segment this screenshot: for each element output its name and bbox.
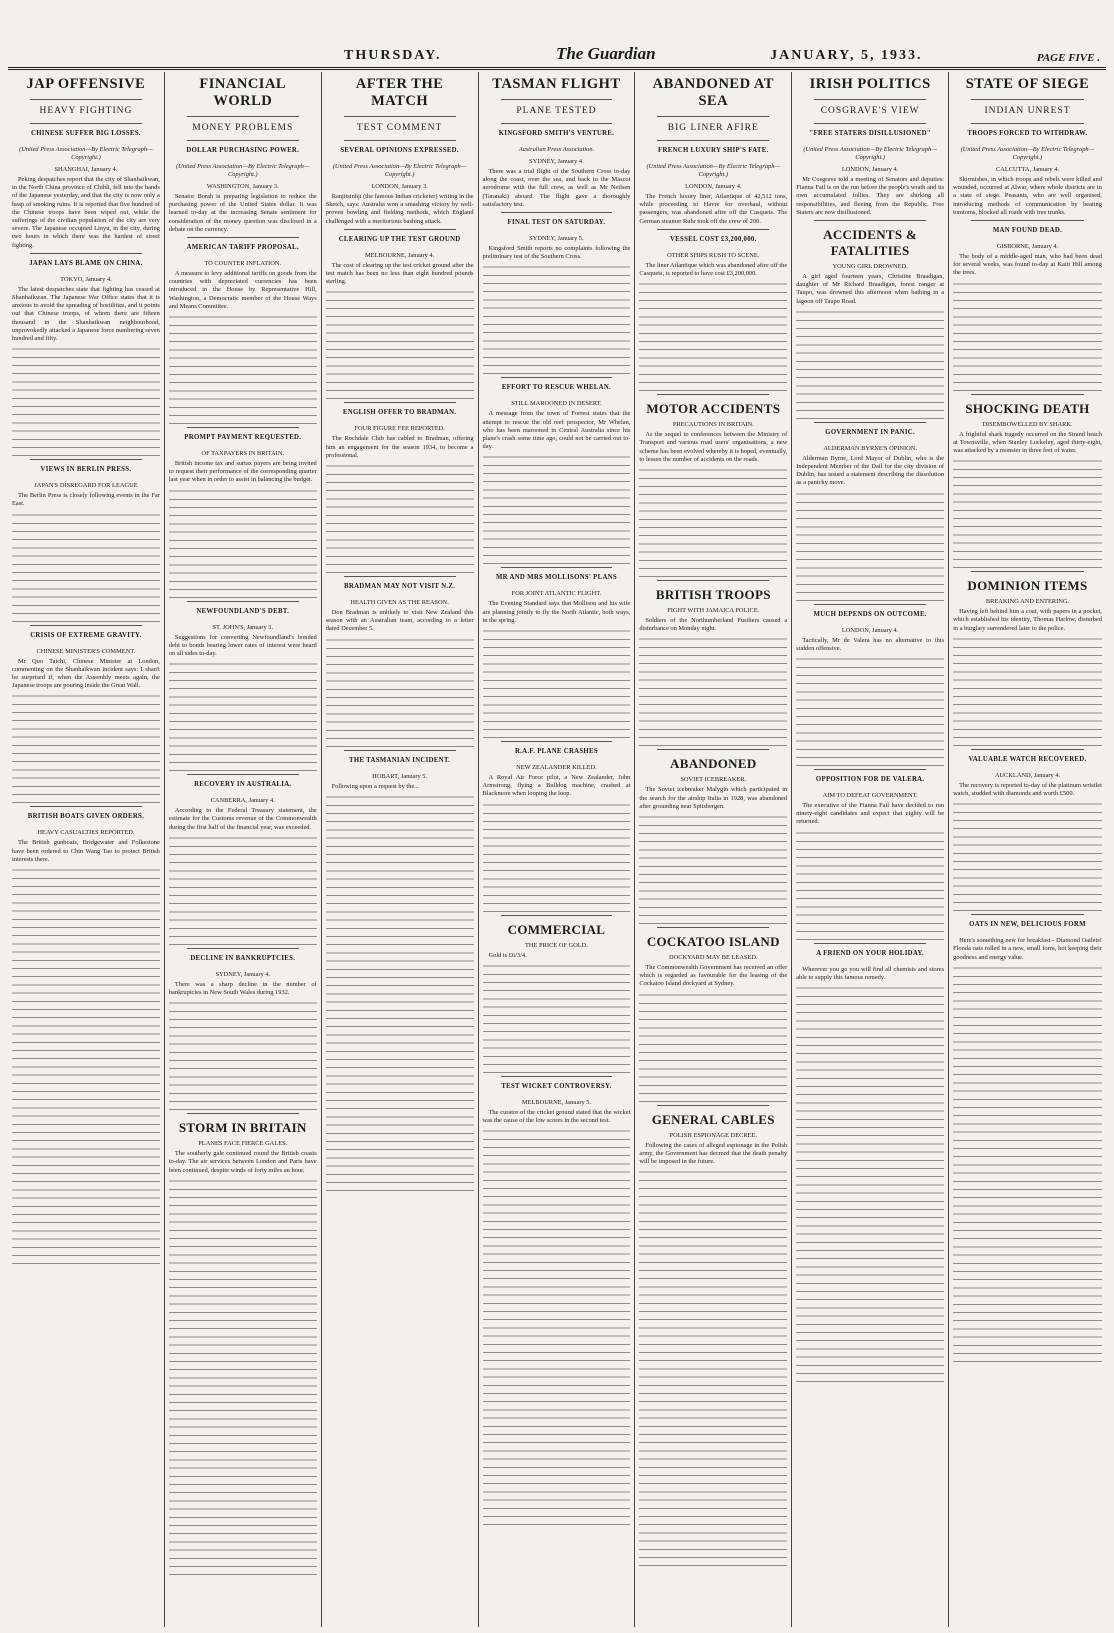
section-text: The Evening Standard says that Mollison and his wife are planning jointly to fly the North Atlantic, both ways, in the spring.: [482, 600, 631, 624]
section-text: The executive of the Fianna Fail have decided to run ninety-eight candidates and expect that eighty will be returned.: [796, 802, 945, 826]
headline-rule: [187, 116, 299, 117]
section-text: A Royal Air Force pilot, a New Zealander, John Armstrong, flying a Bulldog machine, crashed at Blackmore when looping the loop.: [482, 774, 631, 798]
section-text: Gold is £6/3/4.: [488, 951, 527, 959]
section-rule: [187, 237, 299, 238]
column-deck: CHINESE SUFFER BIG LOSSES.: [31, 130, 141, 137]
dateline: LONDON, January 4.: [841, 166, 899, 173]
section-text: The body of a middle-aged man, who had been dead for several weeks, was found to-day at Kaiti Hill among the trees.: [953, 253, 1102, 277]
section-dateline: NEW ZEALANDER KILLED.: [516, 764, 597, 772]
credit-line: (United Press Association—By Electric Telegraph—Copyright.): [646, 163, 781, 178]
section-dateline: PLANES FACE FIERCE GALES.: [198, 1140, 288, 1148]
section-dateline: SYDNEY, January 4.: [215, 970, 271, 978]
headline-rule: [657, 116, 769, 117]
section-dateline: OF TAXPAYERS IN BRITAIN.: [201, 450, 285, 458]
section-heading: SHOCKING DEATH: [965, 400, 1090, 416]
section-rule: [971, 914, 1084, 915]
body-text-lines: [12, 346, 160, 456]
section-dateline: FIGHT WITH JAMAICA POLICE.: [667, 607, 760, 615]
section-text: Mr Quo Taichi, Chinese Minister at London, commenting on the Shanhaikwan incident says: I shan't be surprised if, when the Assembly meets again, the Japanese troops are pouring inside the Great Wall.: [12, 657, 160, 690]
masthead-day: THURSDAY.: [344, 48, 442, 63]
column-deck: TROOPS FORCED TO WITHDRAW.: [967, 130, 1088, 137]
section-heading: EFFORT TO RESCUE WHELAN.: [501, 384, 612, 392]
headline-rule: [501, 99, 613, 100]
body-text-lines: [169, 488, 317, 598]
section-heading: MUCH DEPENDS ON OUTCOME.: [813, 610, 927, 618]
section-rule: [814, 422, 926, 423]
body-text-lines: [483, 802, 631, 912]
section-dateline: STILL MAROONED IN DESERT.: [511, 400, 602, 408]
section-dateline: GISBORNE, January 4.: [996, 243, 1059, 251]
body-text-lines: [796, 656, 944, 766]
section-rule: [657, 927, 769, 928]
section-dateline: THE PRICE OF GOLD.: [525, 941, 588, 949]
column-headline: JAP OFFENSIVE: [26, 76, 146, 92]
column-subhead: MONEY PROBLEMS: [192, 123, 294, 133]
section-dateline: ALDERMAN BYRNE'S OPINION.: [823, 444, 917, 452]
section-text: The southerly gale continued round the British coasts to-day. The air services between London and Paris have been continued, despite winds of forty miles an hour.: [168, 1150, 317, 1174]
section-rule: [30, 253, 142, 254]
section-text: The Commonwealth Government has received an offer which is regarded as favourable for the leasing of the Cockatoo Island dockyard at Sydney.: [639, 964, 788, 988]
section-heading: THE TASMANIAN INCIDENT.: [349, 756, 451, 764]
column-headline: ABANDONED AT SEA: [652, 76, 774, 109]
column-subhead: TEST COMMENT: [356, 123, 443, 133]
section-dateline: TOKYO, January 4.: [60, 275, 112, 283]
column-subhead: INDIAN UNREST: [984, 106, 1071, 116]
body-text-lines: [169, 661, 317, 771]
article-text: Peking despatches report that the city of Shanhaikwan, in the North China province of Chihli, fell into the hands of the Japanese yesterday, and that the city is now only a heap of smoking ruins. It is reported that five hundred of the Chinese troops have been wiped out, while the sufferings of the civilian population of the city are very severe. The Japanese occupied Linyu, in the city, during two hours in which there was the hardest of street fighting.: [12, 176, 160, 249]
body-text-lines: [169, 1178, 317, 1578]
headline-rule: [971, 99, 1084, 100]
section-rule: [814, 220, 926, 221]
section-text: Kingsford Smith reports no complaints following the preliminary test of the Southern Cross.: [482, 245, 631, 261]
section-heading: CLEARING UP THE TEST GROUND: [338, 235, 461, 243]
section-heading: BRITISH TROOPS: [655, 587, 771, 603]
body-text-lines: [639, 814, 787, 924]
column-headline: FINANCIAL WORLD: [199, 76, 287, 109]
section-dateline: DOCKYARD MAY BE LEASED.: [668, 954, 758, 962]
section-text: The Rochdale Club has cabled to Bradman, offering him an engagement for the season 1934, to become a professional.: [325, 435, 474, 459]
section-text: Here's something new for breakfast - Diamond Oatlets! Flonda oats rolled in a new, small form, hot keeping their goodness and energy value.: [953, 937, 1102, 961]
headline-rule: [30, 99, 142, 100]
dateline: LONDON, January 4.: [685, 183, 742, 190]
section-text: British income tax and surtax payers are being invited to request their performance of the corresponding quarter last year when in order to assist in balancing the budget.: [168, 460, 317, 484]
article-column: [792, 72, 949, 1627]
section-text: A measure to levy additional tariffs on goods from the countries with depreciated currencies has been introduced in the House by Representative Hill, Washington, a Democratic member of the House Ways and Means Committee.: [168, 270, 317, 310]
column-subhead: HEAVY FIGHTING: [39, 106, 133, 116]
column-deck: DOLLAR PURCHASING POWER.: [186, 147, 300, 154]
article-column: [8, 72, 165, 1627]
section-dateline: PRECAUTIONS IN BRITAIN.: [672, 421, 754, 429]
article-text: Skirmishes, in which troops and rebels were killed and wounded, occurred at Alwar, where whole districts are in a state of siege. Peasants, who are well organised, introducing methods of communication by beating tomtoms, blocked all roads with tree trunks.: [953, 176, 1102, 216]
section-rule: [187, 1113, 299, 1114]
section-heading: MOTOR ACCIDENTS: [646, 401, 781, 417]
section-heading: TEST WICKET CONTROVERSY.: [501, 1082, 612, 1090]
section-heading: PROMPT PAYMENT REQUESTED.: [184, 434, 302, 442]
section-text: Alderman Byrne, Lord Mayor of Dublin, who is the Independent Member of the Dail for the city division of Dublin, has issued a statement describing the dissolution as a panicky move.: [796, 454, 945, 487]
column-deck: "FREE STATERS DISILLUSIONED": [809, 130, 931, 137]
section-heading: JAPAN LAYS BLAME ON CHINA.: [29, 259, 143, 267]
section-dateline: ST. JOHN'S, January 3.: [212, 623, 274, 631]
body-text-lines: [12, 512, 160, 622]
section-heading: DOMINION ITEMS: [967, 578, 1088, 594]
section-text: The Berlin Press is closely following events in the Far East.: [12, 492, 160, 508]
section-dateline: HOBART, January 5.: [372, 772, 428, 780]
section-rule: [501, 377, 613, 378]
body-text-lines: [639, 992, 787, 1102]
section-dateline: SOVIET ICEBREAKER.: [680, 776, 747, 784]
section-dateline: CANBERRA, January 4.: [210, 797, 275, 805]
column-subhead: BIG LINER AFIRE: [667, 123, 759, 133]
section-dateline: AIM TO DEFEAT GOVERNMENT.: [822, 792, 918, 800]
article-text: The French luxury liner, Atlantique of 42,512 tons, while proceeding to Havre for overhaul, without passengers, was abandoned afire off the Casquets. The German steamer Ruhr took off the crew of 200.: [639, 193, 788, 225]
section-heading: AMERICAN TARIFF PROPOSAL.: [186, 244, 299, 252]
section-dateline: YOUNG GIRL DROWNED.: [832, 263, 908, 271]
column-headline: AFTER THE MATCH: [355, 76, 444, 109]
article-text: There was a trial flight of the Southern Cross to-day along the coast, over the sea, and back to the Mascot aerodrome with the full crew, as well as Mr Neilsen (Taranaki) aboard. The flight gave a thoroughly satisfactory test.: [482, 168, 631, 208]
section-dateline: LONDON, January 4.: [841, 626, 899, 634]
subhead-rule: [657, 140, 769, 141]
body-text-lines: [483, 264, 631, 374]
body-text-lines: [12, 867, 160, 1267]
section-rule: [344, 750, 456, 751]
body-text-lines: [796, 309, 944, 419]
body-text-lines: [169, 1000, 317, 1110]
dateline: SHANGHAI, January 4.: [54, 166, 118, 173]
section-heading: VESSEL COST £3,200,000.: [669, 235, 757, 243]
body-text-lines: [796, 830, 944, 940]
column-headline: IRISH POLITICS: [809, 76, 931, 92]
section-text: A girl aged fourteen years, Christine Braadigan, daughter of Mr Richard Braadigan, forest ranger at Taupo, was drowned this afternoon when bathing in a lagoon off Taupo Road.: [796, 273, 945, 305]
section-heading: MAN FOUND DEAD.: [992, 227, 1063, 235]
masthead: [8, 40, 1106, 70]
credit-line: (United Press Association—By Electric Telegraph—Copyright.): [960, 146, 1095, 161]
dateline: SYDNEY, January 4.: [529, 158, 584, 165]
section-rule: [187, 601, 299, 602]
article-text: Mr Cosgrave told a meeting of Senators and deputies: Fianna Fail is on the run before the people's wrath and its own accumulated follies. They are shirking all responsibilities, and fleeing from the Republic. Free Staters are now disillusioned.: [796, 176, 945, 216]
masthead-date: JANUARY, 5, 1933.: [770, 48, 923, 63]
section-dateline: FOR JOINT ATLANTIC FLIGHT.: [511, 590, 602, 598]
section-dateline: AUCKLAND, January 4.: [994, 771, 1061, 779]
section-heading: STORM IN BRITAIN: [178, 1120, 307, 1136]
section-text: Soldiers of the Northumberland Fusiliers caused a disturbance on Monday night.: [639, 617, 788, 633]
section-dateline: OTHER SHIPS RUSH TO SCENE.: [667, 251, 760, 259]
subhead-rule: [501, 123, 613, 124]
section-rule: [971, 394, 1084, 395]
section-rule: [30, 806, 142, 807]
section-rule: [814, 604, 926, 605]
section-text: A message from the town of Forrest states that the attempt to rescue the old reef prospector, Mr Whelan, who has been marooned in Central Australia since his plane's crash some time ago, could not be carried out to-day.: [482, 410, 631, 451]
body-text-lines: [953, 281, 1102, 391]
section-rule: [344, 402, 456, 403]
credit-line: (United Press Association—By Electric Telegraph—Copyright.): [803, 146, 937, 161]
section-rule: [657, 1105, 769, 1106]
body-text-lines: [483, 963, 631, 1073]
section-rule: [657, 394, 769, 395]
section-heading: DECLINE IN BANKRUPTCIES.: [190, 954, 296, 962]
section-dateline: MELBOURNE, January 4.: [364, 251, 435, 259]
section-rule: [30, 625, 142, 626]
section-rule: [971, 749, 1084, 750]
subhead-rule: [30, 123, 142, 124]
credit-line: (United Press Association—By Electric Telegraph—Copyright.): [175, 163, 310, 178]
section-dateline: HEAVY CASUALTIES REPORTED.: [37, 829, 135, 837]
section-text: Tactically, Mr de Valera has no alternative to this sudden offensive.: [796, 636, 945, 652]
section-rule: [344, 229, 456, 230]
article-column: [479, 72, 636, 1627]
section-dateline: JAPAN'S DISREGARD FOR LEAGUE: [34, 482, 138, 490]
body-text-lines: [483, 1128, 631, 1528]
dateline: WASHINGTON, January 3.: [206, 183, 279, 190]
section-text: As the sequel to conferences between the Ministry of Transport and various road users' organisations, a new scheme has been evolved whereby it is hoped, eventually, to lessen the number of accidents on the roads.: [639, 431, 788, 463]
section-heading: RECOVERY IN AUSTRALIA.: [194, 781, 292, 789]
section-text: There was a sharp decline in the number of bankruptcies in New South Wales during 1932.: [168, 980, 317, 997]
section-heading: FINAL TEST ON SATURDAY.: [507, 219, 606, 227]
section-heading: ENGLISH OFFER TO BRADMAN.: [342, 409, 457, 417]
section-rule: [657, 749, 769, 750]
section-rule: [501, 567, 613, 568]
section-text: The recovery is reported to-day of the platinum wristlet watch, studded with diamonds and worth £500.: [953, 781, 1102, 798]
column-subhead: PLANE TESTED: [516, 106, 597, 116]
section-dateline: MELBOURNE, January 5.: [521, 1098, 592, 1106]
section-rule: [814, 769, 926, 770]
credit-line: (United Press Association—By Electric Telegraph—Copyright.): [332, 163, 467, 178]
column-headline: TASMAN FLIGHT: [492, 76, 621, 92]
section-dateline: HEALTH GIVEN AS THE REASON.: [350, 599, 449, 607]
section-heading: R.A.F. PLANE CRASHES: [514, 748, 598, 756]
section-heading: ABANDONED: [670, 756, 757, 772]
body-text-lines: [953, 965, 1102, 1365]
section-heading: ACCIDENTS & FATALITIES: [823, 227, 918, 259]
masthead-page: PAGE FIVE .: [1036, 52, 1100, 64]
section-heading: GOVERNMENT IN PANIC.: [825, 428, 916, 436]
section-heading: GENERAL CABLES: [651, 1111, 775, 1127]
section-text: The liner Atlantique which was abandoned afire off the Casquets, is reported to have cost £3,200,000.: [639, 261, 788, 278]
subhead-rule: [971, 123, 1084, 124]
body-text-lines: [639, 467, 787, 577]
body-text-lines: [169, 835, 317, 945]
body-text-lines: [796, 491, 944, 601]
section-rule: [971, 571, 1084, 572]
section-heading: OATS IN NEW, DELICIOUS FORM: [969, 921, 1086, 929]
body-text-lines: [483, 628, 631, 738]
section-dateline: CHINESE MINISTER'S COMMENT.: [36, 647, 136, 655]
article-column: [949, 72, 1106, 1627]
body-text-lines: [326, 463, 474, 573]
section-heading: A FRIEND ON YOUR HOLIDAY.: [816, 949, 925, 957]
section-text: Suggestions for converting Newfoundland's bonded debt to bonds bearing lower rates of interest were heard on all sides to-day.: [168, 633, 317, 658]
section-text: The latest despatches state that fighting has ceased at Shanhaikwan. The Japanese War Office states that it is anxious to avoid the spreading of hostilities, and it points out that Chinese troops, of whom there are fifteen thousand in the Shanhaikwan neighbourhood, unprovokedly attacked a Japanese force numbering seven hundred and fifty.: [12, 285, 160, 343]
section-text: Having left behind him a coat, with papers in a pocket, which established his identity, Thomas Harlow, disturbed in a burglary surrendered later to the police.: [953, 608, 1102, 632]
section-rule: [187, 948, 299, 949]
column-deck: SEVERAL OPINIONS EXPRESSED.: [340, 147, 459, 154]
body-text-lines: [953, 636, 1102, 746]
section-heading: VIEWS IN BERLIN PRESS.: [40, 466, 132, 474]
section-rule: [814, 943, 926, 944]
section-heading: COMMERCIAL: [507, 921, 606, 937]
headline-rule: [814, 99, 926, 100]
article-column: [635, 72, 792, 1627]
body-text-lines: [639, 636, 787, 746]
section-dateline: BREAKING AND ENTERING.: [985, 598, 1070, 606]
subhead-rule: [814, 123, 926, 124]
section-rule: [344, 576, 456, 577]
section-text: Don Bradman is unlikely to visit New Zealand this season with an Australian team, according to a letter dated December 5.: [325, 609, 474, 633]
section-text: According to the Federal Treasury statement, the estimate for the Customs revenue of the Commonwealth during the first half of the financial year, was exceeded.: [168, 807, 317, 831]
body-text-lines: [326, 289, 474, 399]
subhead-rule: [344, 140, 456, 141]
column-headline: STATE OF SIEGE: [965, 76, 1090, 92]
dateline: LONDON, January 3.: [371, 183, 428, 190]
section-dateline: POLISH ESPIONAGE DECREE.: [669, 1131, 758, 1139]
section-text: The British gunboats, Bridgewater and Folkestone have been ordered to Chin Wang Tao to protect British interests there.: [12, 839, 160, 863]
section-heading: COCKATOO ISLAND: [646, 934, 780, 950]
credit-line: (United Press Association—By Electric Telegraph—Copyright.): [19, 146, 153, 161]
article-column: [322, 72, 479, 1627]
column-deck: FRENCH LUXURY SHIP'S FATE.: [658, 147, 769, 154]
section-heading: VALUABLE WATCH RECOVERED.: [968, 755, 1087, 763]
section-text: A frightful shark tragedy occurred on the Strand beach at Townsville, when Stanley Lockeley, aged thirty-eight, was attacked by a monster in three feet of water.: [953, 430, 1102, 455]
body-text-lines: [953, 458, 1102, 568]
section-rule: [657, 580, 769, 581]
section-rule: [657, 229, 769, 230]
section-heading: CRISIS OF EXTREME GRAVITY.: [30, 631, 142, 639]
headline-rule: [344, 116, 456, 117]
body-text-lines: [12, 693, 160, 803]
section-text: Following upon a request by the...: [331, 782, 420, 790]
section-dateline: FOUR FIGURE FEE REPORTED.: [354, 425, 445, 433]
body-text-lines: [326, 637, 474, 747]
body-text-lines: [639, 1169, 787, 1569]
body-text-lines: [326, 794, 474, 1194]
column-subhead: COSGRAVE'S VIEW: [820, 106, 920, 116]
masthead-title: The Guardian: [555, 44, 656, 63]
body-text-lines: [483, 454, 631, 564]
section-rule: [501, 1076, 613, 1077]
section-rule: [187, 427, 299, 428]
columns: [8, 72, 1106, 1627]
body-text-lines: [796, 985, 944, 1385]
section-heading: MR AND MRS MOLLISONS' PLANS: [495, 574, 617, 582]
article-text: Senator Borah is preparing legislation to reduce the purchasing power of the United States dollar. It was learned to-day at the increasing Senate sentiment for consideration of the money question was disclosed in a debate on the currency.: [168, 193, 317, 233]
article-column: [165, 72, 322, 1627]
section-dateline: DISEMBOWELLED BY SHARK.: [982, 420, 1073, 428]
section-rule: [30, 459, 142, 460]
section-rule: [971, 220, 1084, 221]
section-text: Wherever you go you will find all chemists and stores able to supply this famous remedy.: [796, 965, 945, 981]
section-dateline: SYDNEY, January 5.: [529, 235, 584, 243]
section-heading: BRITISH BOATS GIVEN ORDERS.: [27, 813, 145, 821]
section-rule: [501, 915, 613, 916]
section-text: The curator of the cricket ground stated that the wicket was the cause of the low scores in the second test.: [482, 1108, 631, 1125]
section-heading: OPPOSITION FOR DE VALERA.: [815, 776, 925, 784]
section-dateline: TO COUNTER INFLATION.: [204, 260, 282, 268]
section-rule: [501, 741, 613, 742]
section-text: The cost of clearing up the test cricket ground after the test match has been no less than eight hundred pounds sterling.: [325, 261, 474, 286]
body-text-lines: [953, 801, 1102, 911]
section-heading: BRADMAN MAY NOT VISIT N.Z.: [344, 583, 456, 591]
section-text: The Soviet icebreaker Malygin which participated in the search for the airship Italia in 1928, was abandoned after grounding near Spitsbergen.: [639, 786, 788, 810]
section-heading: NEWFOUNDLAND'S DEBT.: [196, 607, 290, 615]
body-text-lines: [169, 314, 317, 424]
section-rule: [501, 212, 613, 213]
section-rule: [187, 774, 299, 775]
article-text: Ranjitsinhji (the famous Indian cricketer) writing in the Sketch, says: Australia won a smashing victory by well-proven bowling and fielding methods, which England challenged with a meritorious bashing attack.: [325, 193, 474, 225]
body-text-lines: [639, 281, 787, 391]
credit-line: Australian Press Association.: [518, 146, 595, 153]
section-text: Following the cases of alleged espionage in the Polish army, the Government has decreed that the death penalty will be imposed in the future.: [639, 1141, 788, 1166]
subhead-rule: [187, 140, 299, 141]
column-deck: KINGSFORD SMITH'S VENTURE.: [498, 130, 615, 137]
dateline: CALCUTTA, January 4.: [995, 166, 1059, 173]
